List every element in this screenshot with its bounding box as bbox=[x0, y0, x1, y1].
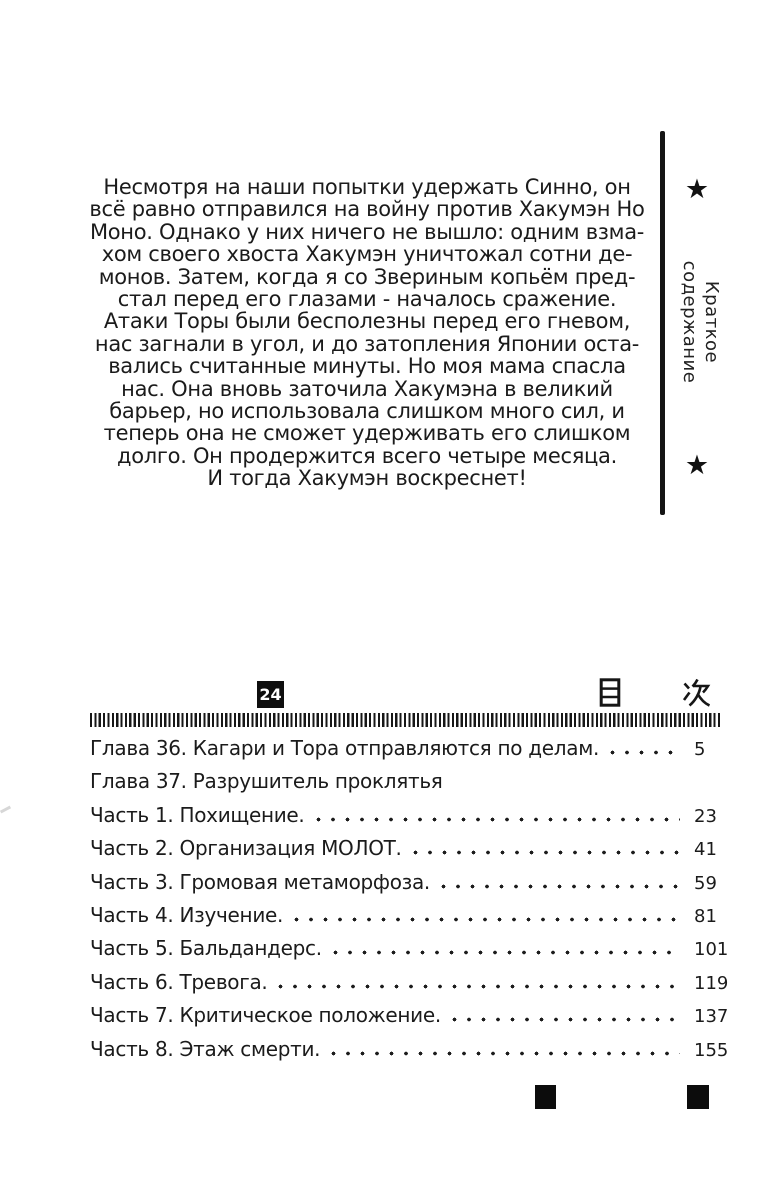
toc-row bbox=[90, 969, 729, 1003]
summary-line: барьер, но использовала слишком много сил, и bbox=[109, 399, 625, 424]
sidebar-vertical-label bbox=[676, 227, 722, 417]
toc-title-kanji bbox=[597, 678, 711, 707]
dot-leader bbox=[328, 950, 680, 955]
star-icon: ★ bbox=[684, 174, 710, 205]
toc-entry-title: Часть 6. Тревога. bbox=[90, 969, 268, 994]
summary-line: теперь она не сможет удерживать его слишком bbox=[103, 421, 631, 446]
summary-line: Моно. Однако у них ничего не вышло: одним взма- bbox=[89, 219, 645, 244]
scan-artifact bbox=[0, 806, 11, 814]
summary-line: стал перед его глазами - началось сражение. bbox=[117, 287, 617, 312]
toc-entry-title: Часть 3. Громовая метаморфоза. bbox=[90, 869, 430, 894]
toc-row bbox=[90, 803, 722, 836]
summary-line: хом своего хвоста Хакумэн уничтожал сотни де- bbox=[101, 242, 633, 267]
toc-row bbox=[90, 936, 729, 969]
star-icon: ★ bbox=[684, 450, 710, 481]
toc-entry-page: 119 bbox=[694, 972, 729, 994]
toc-entry-page: 23 bbox=[694, 805, 717, 827]
toc-row bbox=[90, 769, 722, 802]
toc-entry-page: 59 bbox=[694, 872, 717, 894]
summary-line: Несмотря на наши попытки удержать Синно, он bbox=[103, 175, 631, 199]
sidebar-label-line2: содержание bbox=[679, 260, 700, 384]
summary-line: нас загнали в угол, и до затопления Японии оста- bbox=[94, 331, 640, 356]
sidebar-label-line1: Краткое bbox=[701, 280, 722, 364]
toc-row bbox=[90, 903, 722, 936]
dot-leader bbox=[273, 984, 680, 989]
toc-entry-page: 81 bbox=[694, 905, 717, 927]
toc-entry-page: 5 bbox=[694, 739, 706, 760]
kanji-me-icon bbox=[597, 678, 623, 707]
toc-row bbox=[90, 836, 722, 869]
toc-row bbox=[90, 1036, 729, 1070]
summary-line: нас. Она вновь заточила Хакумэна в великий bbox=[121, 376, 613, 401]
summary-line: долго. Он продержится всего четыре месяца. bbox=[117, 443, 617, 468]
page-number-badge: 24 bbox=[257, 681, 284, 708]
dot-leader bbox=[605, 750, 680, 755]
table-of-contents bbox=[90, 736, 729, 1070]
toc-entry-page: 155 bbox=[694, 1039, 729, 1061]
toc-entry-title: Часть 5. Бальдандерс. bbox=[90, 936, 322, 961]
dot-leader bbox=[436, 884, 680, 889]
toc-entry-title: Часть 1. Похищение. bbox=[90, 802, 305, 827]
registration-square bbox=[687, 1085, 709, 1109]
toc-entry-page: 101 bbox=[694, 939, 729, 961]
kanji-tsugi-icon bbox=[681, 678, 711, 707]
toc-row bbox=[90, 870, 722, 903]
toc-entry-title: Часть 4. Изучение. bbox=[90, 902, 284, 927]
dot-leader bbox=[408, 850, 680, 855]
summary-line: монов. Затем, когда я со Звериным копьём пред- bbox=[98, 264, 636, 289]
dot-leader bbox=[311, 817, 681, 822]
summary-line: И тогда Хакумэн воскреснет! bbox=[207, 466, 527, 491]
summary-line: всё равно отправился на войну против Хакумэн Но bbox=[89, 197, 645, 222]
sidebar-divider-line bbox=[660, 131, 665, 515]
toc-entry-page: 41 bbox=[694, 839, 717, 861]
toc-entry-title: Глава 36. Кагари и Тора отправляются по делам. bbox=[90, 736, 600, 760]
summary-paragraph bbox=[84, 176, 650, 490]
summary-line: вались считанные минуты. Но моя мама спасла bbox=[108, 354, 626, 379]
summary-line: Атаки Торы были бесполезны перед его гневом, bbox=[103, 309, 631, 334]
toc-row bbox=[90, 1003, 729, 1036]
dot-leader bbox=[447, 1017, 680, 1022]
toc-row bbox=[90, 736, 722, 769]
toc-entry-title: Часть 2. Организация МОЛОТ. bbox=[90, 836, 402, 861]
toc-entry-title: Часть 7. Критическое положение. bbox=[90, 1003, 441, 1028]
toc-entry-title: Глава 37. Разрушитель проклятья bbox=[90, 769, 443, 794]
dot-leader bbox=[326, 1051, 680, 1056]
toc-entry-page: 137 bbox=[694, 1006, 729, 1028]
hatched-divider-strip bbox=[90, 713, 722, 727]
dot-leader bbox=[289, 917, 680, 922]
registration-square bbox=[535, 1085, 556, 1109]
toc-entry-title: Часть 8. Этаж смерти. bbox=[90, 1036, 321, 1061]
dot-leader bbox=[449, 783, 680, 788]
